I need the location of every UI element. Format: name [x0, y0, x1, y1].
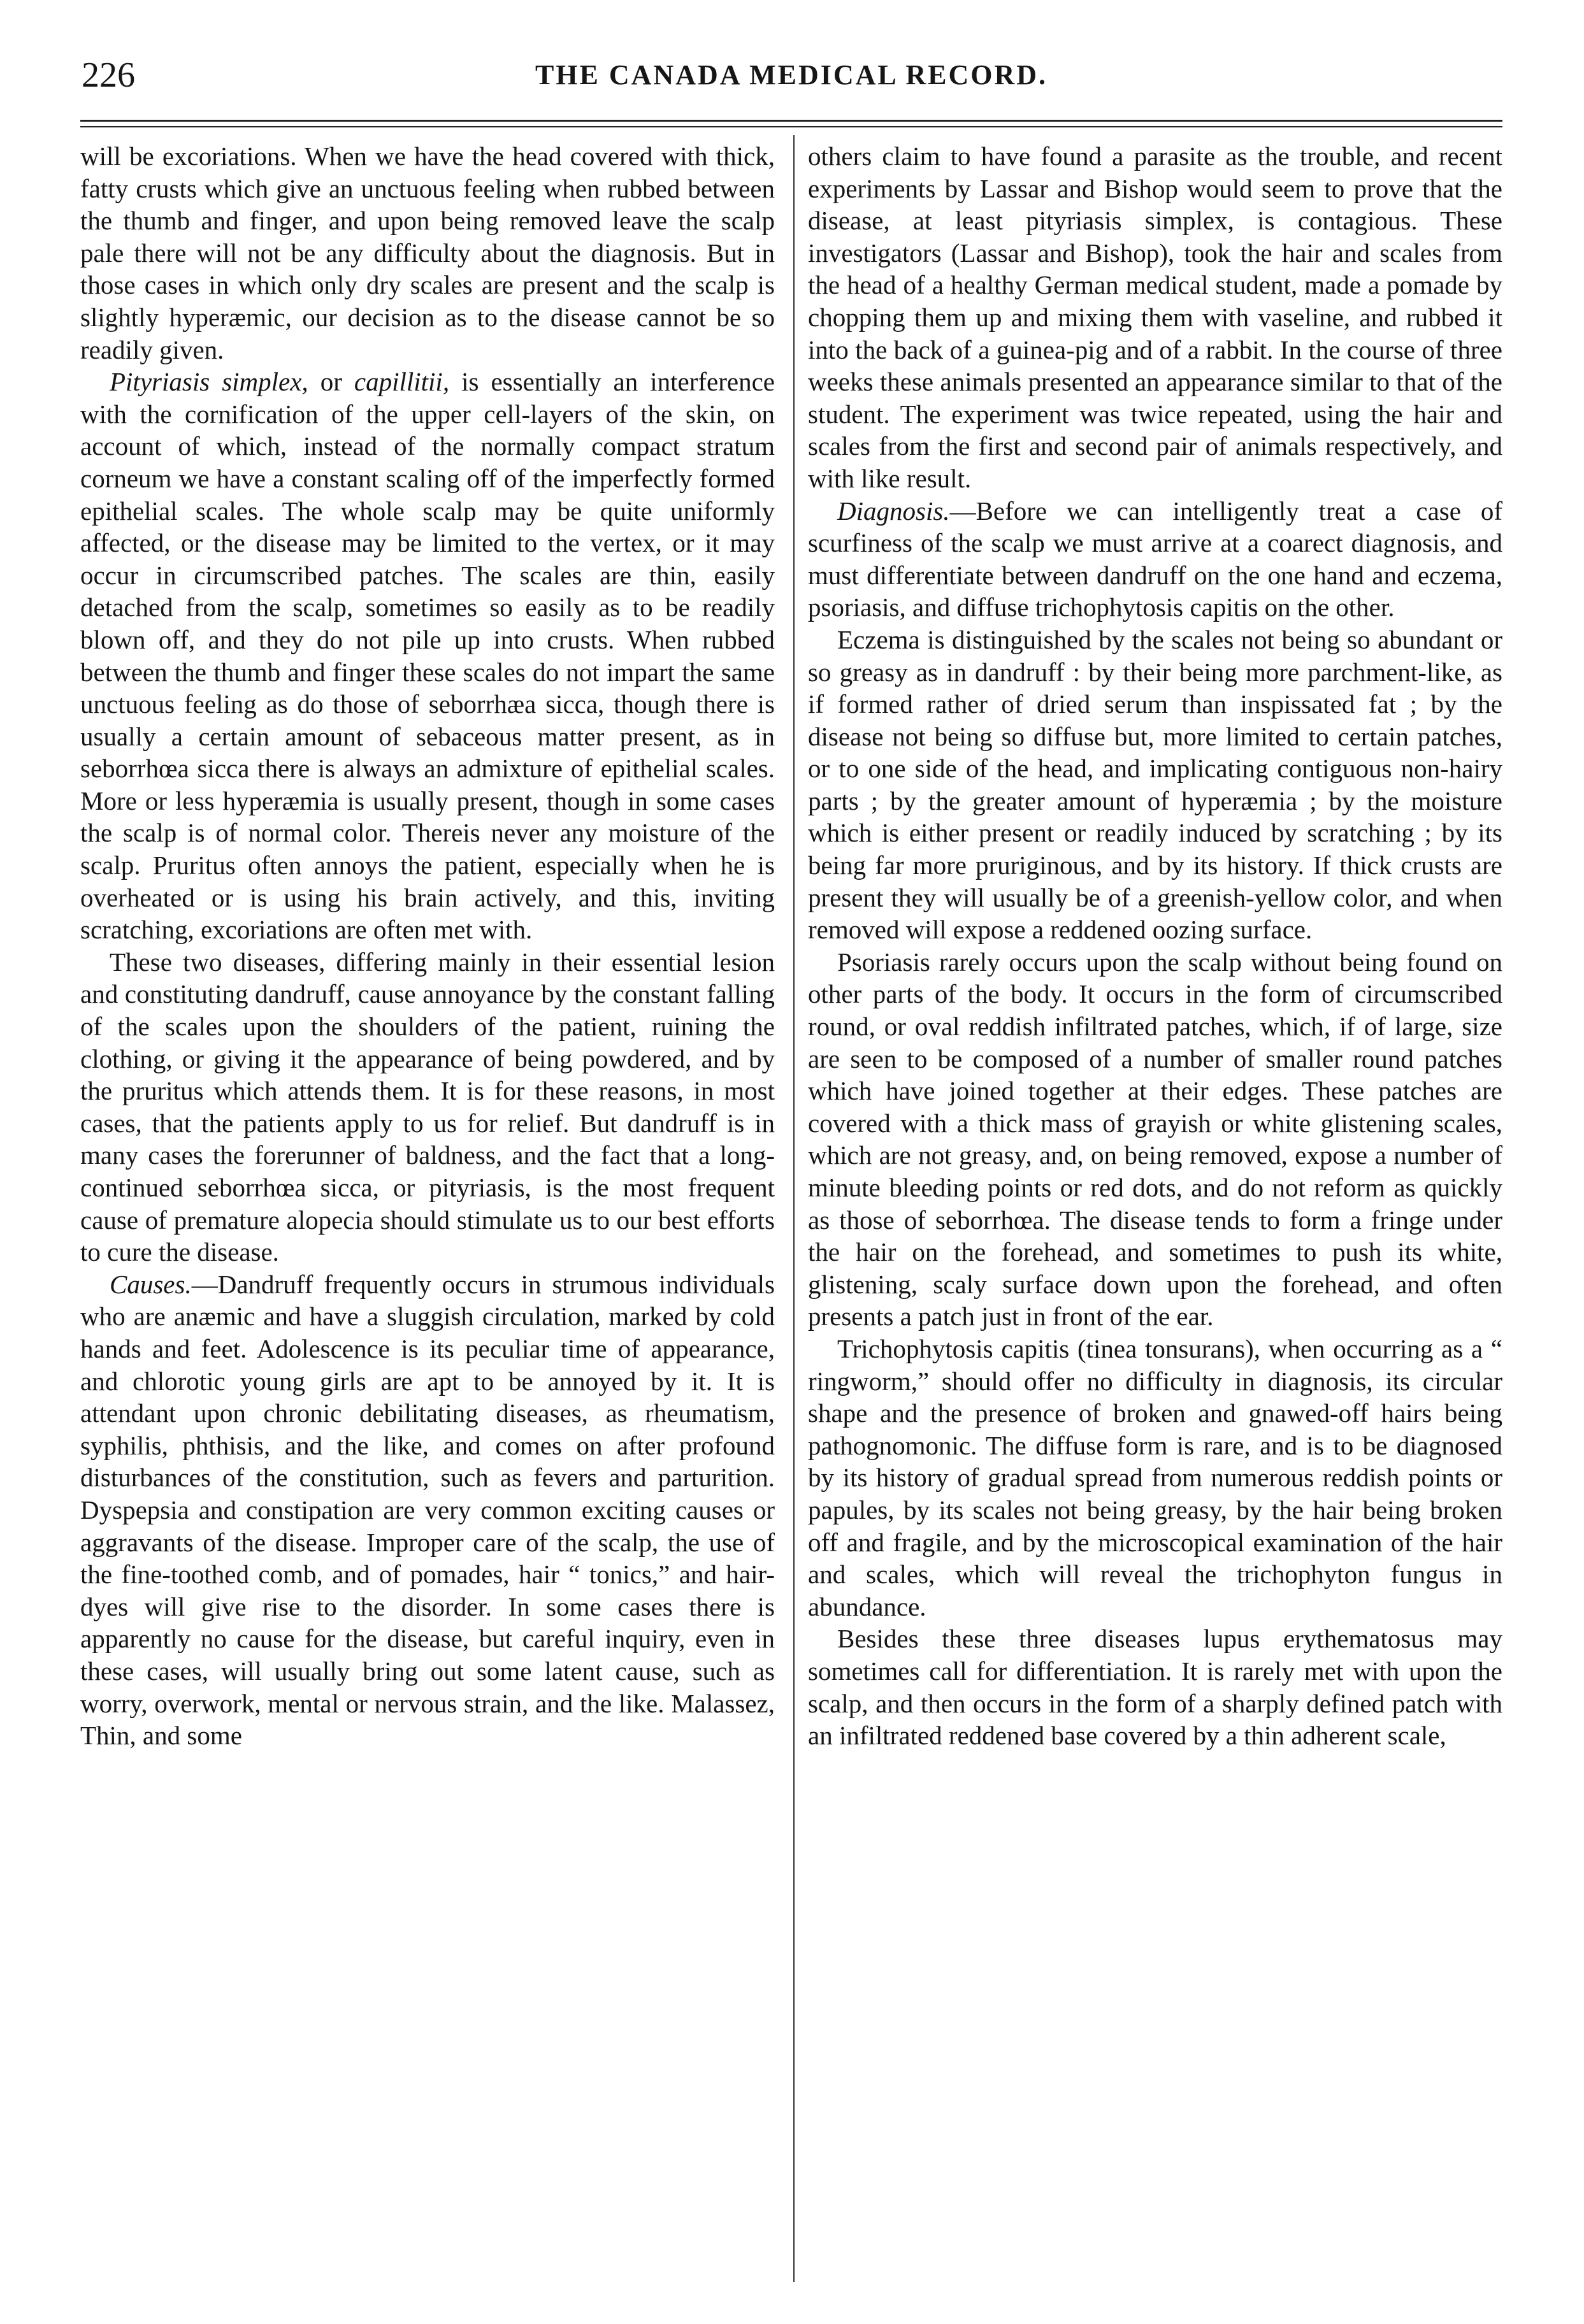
paragraph: These two diseases, differing mainly in their essential lesion and constituting dandruff, cause annoyance by the constant falling of the scales upon the shoulders of the patient, ruining the clothing, or giving it the appearance of being powdered, and by the pruritus which attends them. It is for these reasons, in most cases, that the patients apply to us for relief. But dandruff is in many cases the forerunner of baldness, and the fact that a long-continued seborrhœa sicca, or pityriasis, is the most frequent cause of premature alopecia should stimulate us to our best efforts to cure the disease. — [80, 947, 775, 1267]
paragraph-pityriasis — [80, 366, 775, 946]
left-column — [80, 140, 775, 1752]
section-heading-causes: Causes. — [110, 1269, 192, 1299]
paragraph: others claim to have found a parasite as the trouble, and recent experiments by Lassar and Bishop would seem to prove that the disease, at least pityriasis simplex, is contagious. These investigators (Lassar and Bishop), took the hair and scales from the head of a healthy German medical student, made a pomade by chopping them up and mixing them with vaseline, and rubbed it into the back of a guinea-pig and of a rabbit. In the course of three weeks these animals presented an appearance similar to that of the student. The experiment was twice repeated, using the hair and scales from the first and second pair of animals respectively, and with like result. — [808, 141, 1502, 493]
term-capillitii: capillitii, — [354, 367, 450, 397]
paragraph-text: is essentially an interference with the cornification of the upper cell-layers of the skin, on account of which, instead of the normally compact stratum corneum we have a constant scaling off of the imperfectly formed epithelial scales. The whole scalp may be quite uniformly affected, or the disease may be limited to the vertex, or it may occur in circumscribed patches. The scales are thin, easily detached from the scalp, sometimes so easily as to be readily blown off, and they do not pile up into crusts. When rubbed between the thumb and finger these scales do not impart the same unctuous feeling as do those of seborrhæa sicca, though there is usually a certain amount of sebaceous matter present, as in seborrhœa sicca there is always an admixture of epithelial scales. More or less hyperæmia is usually present, though in some cases the scalp is of normal color. Thereis never any moisture of the scalp. Pruritus often annoys the patient, especially when he is overheated or is using his brain actively, and this, inviting scratching, excoriations are often met with. — [80, 367, 775, 945]
term-pityriasis-simplex: Pityriasis simplex, — [110, 367, 308, 397]
paragraph: Psoriasis rarely occurs upon the scalp without being found on other parts of the body. It occurs in the form of circumscribed round, or oval reddish infiltrated patches, which, if of large, size are seen to be composed of a number of smaller round patches which have joined together at their edges. These patches are covered with a thick mass of grayish or white glistening scales, which are not greasy, and, on being removed, expose a number of minute bleeding points or red dots, and do not reform as quickly as those of seborrhœa. The disease tends to form a fringe under the hair on the forehead, and sometimes to push its white, glistening, scaly surface down upon the forehead, and often presents a patch just in front of the ear. — [808, 947, 1502, 1331]
header-rule-top — [80, 120, 1502, 122]
paragraph: will be excoriations. When we have the head covered with thick, fatty crusts which give an unctuous feeling when rubbed between the thumb and finger, and upon being removed leave the scalp pale there will not be any difficulty about the diagnosis. But in those cases in which only dry scales are present and the scalp is slightly hyperæmic, our decision as to the disease cannot be so readily given. — [80, 141, 775, 364]
column-divider — [793, 135, 795, 2282]
paragraph-text: —Dandruff frequently occurs in strumous individuals who are anæmic and have a sluggish circulation, marked by cold hands and feet. Adolescence is its peculiar time of appearance, and chlorotic young girls are apt to be annoyed by it. It is attendant upon chronic debilitating diseases, as rheumatism, syphilis, phthisis, and the like, and comes on after profound disturbances of the constitution, such as fevers and parturition. Dyspepsia and constipation are very common exciting causes or aggravants of the disease. Improper care of the scalp, the use of the fine-toothed comb, and of pomades, hair “ tonics,” and hair-dyes will give rise to the disorder. In some cases there is apparently no cause for the disease, but careful inquiry, even in these cases, will usually bring out some latent cause, such as worry, overwork, mental or nervous strain, and the like. Malassez, Thin, and some — [80, 1269, 775, 1751]
paragraph-connector: or — [308, 367, 354, 397]
paragraph-causes — [80, 1268, 775, 1752]
paragraph-text: —Before we can intelligently treat a case of scurfiness of the scalp we must arrive at a coarect diagnosis, and must differentiate between dandruff on the one hand and eczema, psoriasis, and diffuse trichophytosis capitis on the other. — [808, 496, 1502, 622]
paragraph: Eczema is distinguished by the scales not being so abundant or so greasy as in dandruff : by their being more parchment-like, as if formed rather of dried serum than inspissated fat ; by the disease not being so diffuse but, more limited to certain patches, or to one side of the head, and implicating contiguous non-hairy parts ; by the greater amount of hyperæmia ; by the moisture which is either present or readily induced by scratching ; by its being far more pruriginous, and by its history. If thick crusts are present they will usually be of a greenish-yellow color, and when removed will expose a reddened oozing surface. — [808, 624, 1502, 945]
page-header — [82, 50, 1501, 101]
section-heading-diagnosis: Diagnosis. — [837, 496, 950, 526]
right-column — [808, 140, 1502, 1752]
header-rule-bottom — [80, 126, 1502, 127]
running-title: THE CANADA MEDICAL RECORD. — [535, 59, 1048, 90]
paragraph: Trichophytosis capitis (tinea tonsurans), when occurring as a “ ringworm,” should offer no difficulty in diagnosis, its circular shape and the presence of broken and gnawed-off hairs being pathognomonic. The diffuse form is rare, and is to be diagnosed by its history of gradual spread from numerous reddish points or papules, by its scales not being greasy, by the hair being broken off and fragile, and by the microscopical examination of the hair and scales, which will reveal the trichophyton fungus in abundance. — [808, 1333, 1502, 1621]
paragraph-diagnosis — [808, 495, 1502, 624]
paragraph: Besides these three diseases lupus erythematosus may sometimes call for differentiation. It is rarely met with upon the scalp, and then occurs in the form of a sharply defined patch with an infiltrated reddened base covered by a thin adherent scale, — [808, 1624, 1502, 1751]
page-number: 226 — [82, 55, 135, 95]
